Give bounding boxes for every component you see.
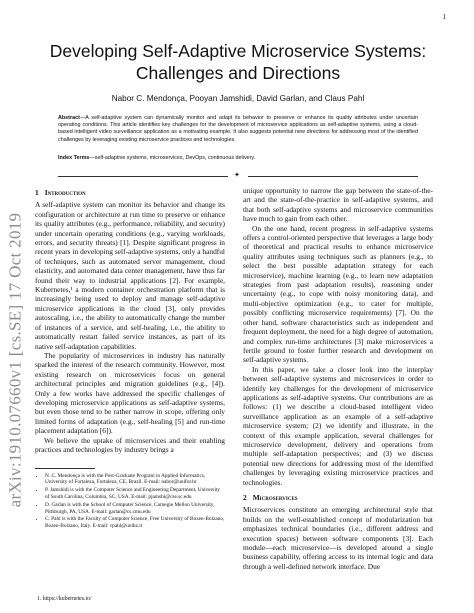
- author-footnotes: [35, 468, 225, 531]
- abstract: [58, 115, 418, 144]
- index-terms-label: Index Terms: [58, 155, 90, 161]
- section-title: Microservices: [252, 493, 298, 502]
- index-terms: [58, 155, 418, 162]
- paragraph: On the one hand, recent progress in self-adaptive systems offers a control-oriented perspective that leverages a large body of theoretical and practical results to enhance microservice quality attributes using techniques such as planners (e.g., to select the best possible adaptation strategy for each microservice), machine learning (e.g., to learn new adaptation strategies from past adaptation results), reasoning under uncertainty (e.g., to cope with noisy monitoring data), and multi-objective optimization (e.g., to cater for multiple, possibly conflicting microservice requirements) [7]. On the other hand, software characteristics such as independent and frequent deployment, the need for a high degree of automation, and complex run-time architectures [3] make microservices a fertile ground to foster further research and development on self-adaptive systems.: [243, 223, 433, 365]
- footnote-url: 1. https://kubernetes.io/: [37, 596, 92, 602]
- footnote-item: • P. Jamshidi is with the Computer Science and Engineering Department, University of South Carolina, Columbia, SC, USA. E-mail: pjamshi@cse.sc.edu: [45, 487, 225, 501]
- paragraph: In this paper, we take a closer look into the interplay between self-adaptive systems and microservices in order to identify key challenges for the development of microservice applications as self-adaptive systems. Our contributions are as follows: (1) we describe a cloud-based intelligent video surveillance application as an example of a self-adaptive microservice system; (2) we identify and illustrate, in the context of this example application, several challenges for microservice development, delivery and operations from multiple self-adaptation perspectives; and (3) we discuss potential new directions for addressing most of the identified challenges by leveraging existing microservice practices and technologies.: [243, 364, 433, 487]
- left-column: [35, 186, 225, 454]
- paragraph: The popularity of microservices in industry has naturally sparked the interest of the research community. However, most existing research on microservices focus on general architectural principles and migration guidelines (e.g., [4]). Only a few works have addressed the specific challenges of developing microservice applications as self-adaptive systems, but even those tend to be rather narrow in scope, offering only limited forms of adaptation (e.g., self-healing [5] and run-time placement adaptation [6]).: [35, 350, 225, 436]
- paper-title: Developing Self-Adaptive Microservice Systems: Challenges and Directions: [49, 41, 427, 83]
- footnote-item: • N. C. Mendonça is with the Post-Graduate Program in Applied Informatics, University of Fortaleza, Fortaleza, CE, Brazil. E-mail: nabor@unifor.br: [45, 473, 225, 487]
- paragraph: unique opportunity to narrow the gap between the state-of-the-art and the state-of-the-practice in self-adaptive systems, and that both self-adaptive systems and microservice communities have much to gain from each other.: [243, 186, 433, 224]
- page-number: 1: [442, 13, 446, 21]
- paragraph: A self-adaptive system can monitor its behavior and change its configuration or architecture at run time to preserve or enhance its quality attributes (e.g., performance, reliability, and security) under uncertain operating conditions (e.g., varying workloads, errors, and security threats) [1]. Despite significant progress in recent years in developing self-adaptive systems, only a handful of techniques, such as automated server management, cloud elasticity, and automated data center management, have thus far found their way to industrial applications [2]. For example, Kubernetes,¹ a modern container orchestration platform that is increasingly being used to deploy and manage self-adaptive microservice applications in the cloud [3], only provides autoscaling, i.e., the ability to automatically change the number of instances of a service, and self-healing, i.e., the ability to automatically restart failed service instances, as part of its native self-adaptation capabilities.: [35, 200, 225, 351]
- section-number: 2: [243, 493, 247, 502]
- footnote-item: • D. Garlan is with the School of Computer Science, Carnegie Mellon University, Pittsburgh, PA, USA. E-mail: garlan@cs.cmu.edu: [45, 502, 225, 516]
- arxiv-stamp-text: arXiv:1910.07660v1 [cs.SE] 17 Oct 2019: [5, 212, 25, 508]
- footnote-item: • C. Pahl is with the Faculty of Computer Science, Free University of Bozen-Bolzano, Bozen-Bolzano, Italy. E-mail: cpahl@unibz.it: [45, 516, 225, 530]
- separator-diamond-icon: ✦: [234, 171, 240, 179]
- footnote-rule: [35, 468, 95, 469]
- section-separator: [58, 172, 418, 180]
- index-terms-text: —self-adaptive systems, microservices, DevOps, continuous delivery.: [89, 155, 256, 161]
- separator-rule-right: [248, 176, 418, 177]
- section-heading-introduction: [35, 188, 225, 197]
- paper-authors: Nabor C. Mendonça, Pooyan Jamshidi, David Garlan, and Claus Pahl: [111, 94, 365, 103]
- abstract-label: Abstract: [58, 115, 80, 121]
- section-title: Introduction: [44, 188, 86, 197]
- right-column: [243, 186, 433, 571]
- separator-rule-left: [58, 176, 228, 177]
- abstract-text: —A self-adaptive system can dynamically monitor and adapt its behavior to preserve or enhance its quality attributes under uncertain operating conditions. This article identifies key challenges for the development of microservice applications as self-adaptive systems, using a cloud-based intelligent video surveillance application as a motivating example. It also suggests potential new directions for addressing most of the identified challenges by leveraging existing microservice practices and technologies.: [58, 115, 418, 143]
- section-number: 1: [35, 188, 39, 197]
- paragraph: Microservices constitute an emerging architectural style that builds on the well-established concept of modularization but emphasizes technical boundaries (i.e., different address and execution spaces) between software components [3]. Each module—each microservice—is developed around a single business capability, offering access to its internal logic and data through a well-defined network interface. Due: [243, 505, 433, 571]
- paragraph: We believe the uptake of microservices and their enabling practices and technologies by industry brings a: [35, 435, 225, 454]
- section-heading-microservices: [243, 493, 433, 502]
- arxiv-stamp: [0, 150, 30, 570]
